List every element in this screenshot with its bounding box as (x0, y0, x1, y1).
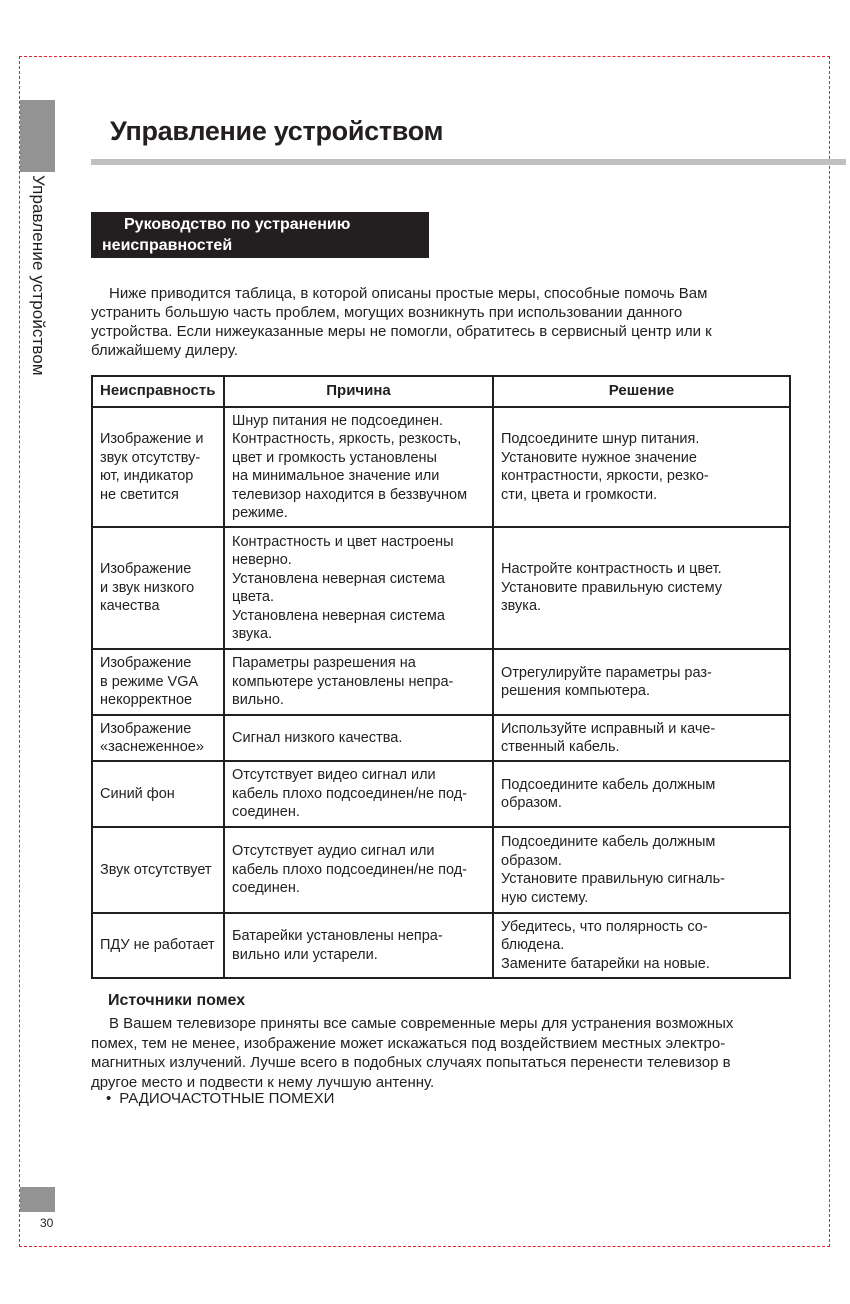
cell-solution (493, 649, 790, 715)
cell-line: ную систему. (501, 889, 589, 906)
cell-line: Подсоедините шнур питания. (501, 431, 700, 447)
cell-line: не светится (100, 486, 179, 503)
cell-line: Изображение (100, 720, 192, 737)
cell-line: телевизор находится в беззвучном (232, 486, 468, 503)
header-cause: Причина (224, 376, 493, 407)
cell-problem (92, 827, 224, 913)
cell-line: Параметры разрешения на (232, 655, 416, 672)
cell-cause (224, 761, 493, 827)
cell-line: соединен. (232, 880, 300, 897)
cell-line: некорректное (100, 692, 193, 709)
cell-line: ют, индикатор (100, 468, 194, 484)
cell-line: соединен. (232, 804, 300, 821)
cell-line: Подсоедините кабель должным (501, 834, 716, 850)
title-rule (91, 159, 846, 165)
cell-line: Сигнал низкого качества. (232, 729, 403, 746)
cell-line: Отсутствует аудио сигнал или (232, 843, 435, 860)
table-row (92, 715, 790, 761)
cell-line: сти, цвета и громкости. (501, 486, 658, 503)
cell-line: компьютере установлены непра- (232, 673, 454, 690)
intro-line: устройства. Если нижеуказанные меры не помогли, обратитесь в сервисный центр или к (91, 323, 712, 340)
table-row (92, 407, 790, 527)
cell-line: качества (100, 598, 160, 615)
cell-line: «заснеженное» (100, 739, 204, 755)
cell-line: образом. (501, 852, 562, 869)
cell-solution (493, 527, 790, 649)
cell-line: Изображение и (100, 431, 204, 447)
cell-line: на минимальное значение или (232, 468, 440, 484)
cell-problem (92, 527, 224, 649)
cell-solution (493, 715, 790, 761)
cell-line: в режиме VGA (100, 673, 199, 690)
cell-problem (92, 407, 224, 527)
cell-line: Убедитесь, что полярность со- (501, 918, 708, 935)
cell-cause (224, 649, 493, 715)
header-solution: Решение (493, 376, 790, 407)
page-number: 30 (40, 1216, 54, 1230)
cell-line: Установите нужное значение (501, 449, 697, 466)
footer-tab-marker (20, 1187, 55, 1212)
cell-line: кабель плохо подсоединен/не под- (232, 785, 467, 802)
cell-line: ственный кабель. (501, 739, 620, 755)
cell-line: Настройте контрастность и цвет. (501, 561, 722, 578)
cell-line: решения компьютера. (501, 683, 651, 699)
cell-line: Отрегулируйте параметры раз- (501, 664, 712, 681)
cell-line: цвет и громкость установлены (232, 449, 437, 466)
interference-line: магнитных излучений. Лучше всего в подобных случаях попытаться перенести телевизор в (91, 1054, 731, 1071)
cell-cause (224, 827, 493, 913)
cell-line: Звук отсутствует (100, 861, 212, 878)
cell-line: контрастности, яркости, резко- (501, 468, 709, 484)
cell-line: Установите правильную систему (501, 579, 722, 596)
table-row (92, 827, 790, 913)
cell-line: Используйте исправный и каче- (501, 720, 716, 737)
interference-heading: Источники помех (108, 992, 246, 1009)
cell-problem (92, 761, 224, 827)
intro-line: устранить большую часть проблем, могущих возникнуть при использовании данного (91, 304, 683, 321)
bullet-item (106, 1090, 334, 1107)
cell-line: цвета. (232, 589, 274, 605)
cell-line: и звук низкого (100, 579, 195, 596)
cell-cause (224, 527, 493, 649)
cell-line: Контрастность и цвет настроены (232, 533, 454, 550)
cell-line: Установлена неверная система (232, 570, 445, 587)
cell-line: образом. (501, 795, 562, 811)
cell-problem (92, 649, 224, 715)
cell-line: вильно. (232, 692, 284, 709)
page-title: Управление устройством (110, 116, 444, 146)
troubleshooting-table (91, 375, 791, 979)
cell-solution (493, 913, 790, 978)
cell-line: Синий фон (100, 785, 175, 802)
table-header-row (92, 376, 790, 407)
interference-line: помех, тем не менее, изображение может искажаться под воздействием местных электро- (91, 1034, 726, 1052)
bullet-text: РАДИОЧАСТОТНЫЕ ПОМЕХИ (119, 1090, 335, 1107)
cell-cause (224, 407, 493, 527)
cell-line: ПДУ не работает (100, 937, 215, 954)
intro-line: Ниже приводится таблица, в которой описаны простые меры, способные помочь Вам (109, 285, 708, 302)
cell-line: Установлена неверная система (232, 607, 445, 624)
cell-line: режиме. (232, 505, 288, 521)
section-heading (91, 212, 429, 258)
cell-problem (92, 715, 224, 761)
table-row (92, 913, 790, 978)
cell-line: блюдена. (501, 937, 565, 954)
cell-line: Шнур питания не подсоединен. (232, 412, 444, 429)
interference-line: другое место и подвести к нему лучшую антенну. (91, 1073, 435, 1091)
cell-line: Изображение (100, 561, 192, 578)
table-row (92, 761, 790, 827)
intro-line: ближайшему дилеру. (91, 342, 238, 359)
cell-problem (92, 913, 224, 978)
cell-line: Батарейки установлены непра- (232, 928, 443, 944)
side-chapter-label: Управление устройством (29, 175, 48, 376)
section-heading-line1: Руководство по устранению (124, 216, 351, 233)
cell-line: Изображение (100, 655, 192, 672)
cell-solution (493, 761, 790, 827)
cell-line: Контрастность, яркость, резкость, (232, 431, 462, 447)
cell-line: Установите правильную сигналь- (501, 871, 725, 887)
cell-line: звука. (501, 598, 542, 615)
table-row (92, 527, 790, 649)
cell-line: неверно. (232, 552, 292, 568)
cell-solution (493, 407, 790, 527)
side-tab-marker (20, 100, 55, 172)
cell-line: вильно или устарели. (232, 946, 378, 963)
cell-line: звук отсутству- (100, 449, 201, 466)
cell-line: Подсоедините кабель должным (501, 776, 716, 793)
section-heading-line2: неисправностей (102, 237, 233, 254)
header-problem: Неисправность (92, 376, 224, 407)
intro-paragraph (91, 284, 801, 360)
cell-cause (224, 715, 493, 761)
interference-paragraph (91, 1014, 801, 1092)
table-row (92, 649, 790, 715)
cell-line: Отсутствует видео сигнал или (232, 767, 436, 784)
cell-line: звука. (232, 626, 273, 642)
cell-line: кабель плохо подсоединен/не под- (232, 861, 467, 878)
cell-line: Замените батарейки на новые. (501, 955, 710, 972)
interference-line: В Вашем телевизоре приняты все самые современные меры для устранения возможных (109, 1015, 734, 1032)
bullet-icon: • (106, 1090, 112, 1107)
cell-solution (493, 827, 790, 913)
cell-cause (224, 913, 493, 978)
